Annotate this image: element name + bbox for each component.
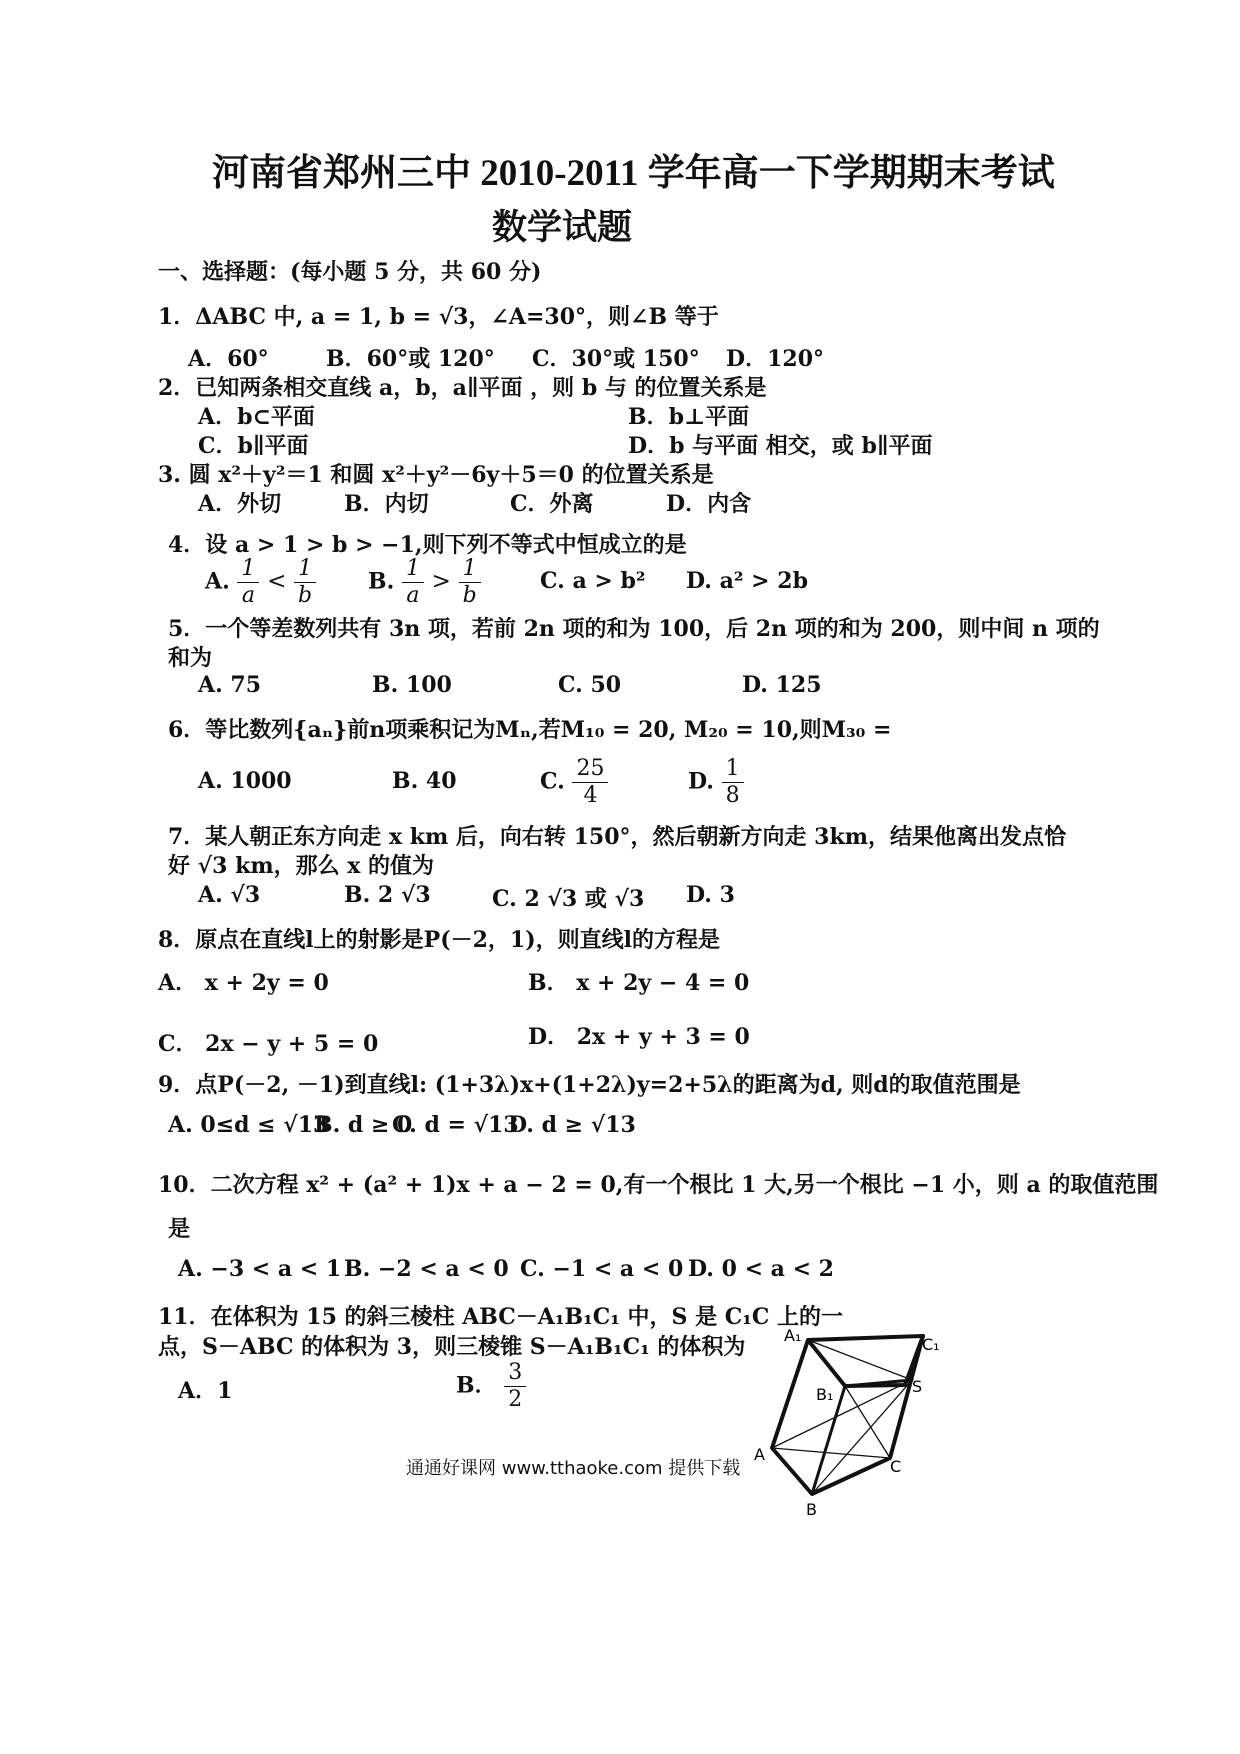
q1-option-c: C．30°或 150° [532,346,700,372]
page-footer: 通通好课网 www.tthaoke.com 提供下载 [406,1458,741,1479]
question-10-continued: 是 [168,1216,191,1242]
q4-option-c: C. a > b² [540,568,646,594]
question-5-continued: 和为 [168,645,213,671]
frac-den: a [406,583,420,608]
q9-option-a: A. 0≤d ≤ √13 [168,1112,329,1138]
frac-den: a [241,583,255,608]
q4-option-b-label: B. [368,568,395,595]
fraction-1-over-b [459,556,481,609]
q5-option-b: B. 100 [372,672,452,698]
q10-option-d: D. 0 < a < 2 [688,1256,834,1282]
q1-option-d: D．120° [726,346,825,372]
question-11-continued: 点，S－ABC 的体积为 3，则三棱锥 S－A₁B₁C₁ 的体积为 [158,1334,746,1360]
fraction-25-over-4 [572,756,608,809]
q4-option-b [368,556,481,609]
fraction-1-over-a [237,556,259,609]
q7-option-c: C. 2 √3 或 √3 [492,886,645,912]
vertex-c1-label: C₁ [922,1335,940,1354]
q6-option-d [688,756,744,809]
q10-option-c: C. −1 < a < 0 [520,1256,684,1282]
vertex-a1-label: A₁ [784,1326,802,1345]
q6-option-d-label: D. [688,768,714,795]
question-9: 9．点P(－2, －1)到直线l: (1+3λ)x+(1+2λ)y=2+5λ的距离为d, 则d的取值范围是 [158,1072,1021,1098]
frac-num: 1 [237,556,259,583]
q3-option-c: C．外离 [510,491,594,517]
fraction-1-over-a [402,556,424,609]
q4-option-a-label: A. [205,568,230,595]
q7-option-b: B. 2 √3 [344,882,431,908]
q2-option-a: A．b⊂平面 [198,404,315,430]
q8-option-a: A． x + 2y = 0 [158,970,329,996]
q5-option-d: D. 125 [742,672,822,698]
q7-option-a: A. √3 [198,882,261,908]
q8-option-b: B． x + 2y − 4 = 0 [528,970,750,996]
q1-option-b: B．60°或 120° [326,346,495,372]
frac-num: 1 [722,756,744,783]
q6-option-a: A. 1000 [198,768,292,794]
question-7-continued: 好 √3 km，那么 x 的值为 [168,853,435,879]
q4-option-d: D. a² > 2b [686,568,808,594]
q8-option-d: D． 2x + y + 3 = 0 [528,1024,750,1050]
q5-option-a: A. 75 [198,672,262,698]
frac-den: b [298,583,313,608]
question-3: 3. 圆 x²＋y²＝1 和圆 x²＋y²－6y＋5＝0 的位置关系是 [158,462,714,488]
vertex-b-label: B [806,1500,817,1519]
q2-option-d: D．b 与平面 相交，或 b∥平面 [628,433,933,459]
greater-than-sign: > [431,568,451,595]
frac-num: 25 [572,756,608,783]
q1-option-a: A．60° [188,346,269,372]
page-title: 河南省郑州三中 2010-2011 学年高一下学期期末考试 [212,153,1055,194]
vertex-c-label: C [890,1457,902,1476]
vertex-s-label: S [912,1377,923,1396]
question-2: 2．已知两条相交直线 a，b，a∥平面 ，则 b 与 的位置关系是 [158,375,767,401]
question-8: 8．原点在直线l上的射影是P(－2，1)，则直线l的方程是 [158,927,721,953]
section-heading: 一、选择题：(每小题 5 分，共 60 分) [158,259,542,285]
fraction-3-over-2 [504,1360,526,1413]
q3-option-d: D．内含 [666,491,752,517]
q3-option-a: A．外切 [198,491,282,517]
fraction-1-over-8 [722,756,744,809]
question-11: 11．在体积为 15 的斜三棱柱 ABC－A₁B₁C₁ 中，S 是 C₁C 上的一 [158,1304,844,1330]
prism-figure [740,1310,970,1550]
less-than-sign: < [267,568,287,595]
frac-den: 8 [725,783,740,808]
q3-option-b: B．内切 [344,491,429,517]
q6-option-b: B. 40 [392,768,457,794]
q8-option-c: C． 2x − y + 5 = 0 [158,1031,379,1057]
q10-option-b: B. −2 < a < 0 [344,1256,509,1282]
frac-den: 4 [583,783,598,808]
question-10: 10．二次方程 x² + (a² + 1)x + a − 2 = 0,有一个根比 1 大,另一个根比 −1 小，则 a 的取值范围 [158,1172,1159,1198]
frac-num: 1 [294,556,316,583]
page-subtitle: 数学试题 [492,208,633,247]
q6-option-c [540,756,608,809]
q6-option-c-label: C. [540,768,565,795]
frac-den: b [462,583,477,608]
q9-option-c: C. d = √13 [392,1112,519,1138]
q11-option-a: A．1 [178,1378,233,1404]
q9-option-d: D. d ≥ √13 [508,1112,636,1138]
q4-option-a [205,556,316,609]
question-5: 5．一个等差数列共有 3n 项，若前 2n 项的和为 100，后 2n 项的和为 200，则中间 n 项的 [168,616,1100,642]
q2-option-b: B．b⊥平面 [628,404,750,430]
q9-option-b: B. d ≥ 0 [314,1112,413,1138]
q11-option-b [456,1360,526,1413]
question-4: 4．设 a > 1 > b > −1,则下列不等式中恒成立的是 [168,532,687,558]
vertex-b1-label: B₁ [816,1385,834,1404]
q5-option-c: C. 50 [558,672,622,698]
question-6: 6．等比数列{aₙ}前n项乘积记为Mₙ,若M₁₀ = 20, M₂₀ = 10,则M₃₀ = [168,717,892,743]
q7-option-d: D. 3 [686,882,735,908]
frac-num: 3 [504,1360,526,1387]
vertex-a-label: A [754,1445,765,1464]
fraction-1-over-b [294,556,316,609]
frac-num: 1 [402,556,424,583]
question-7: 7．某人朝正东方向走 x km 后，向右转 150°，然后朝新方向走 3km，结果他离出发点恰 [168,824,1066,850]
q10-option-a: A. −3 < a < 1 [178,1256,342,1282]
question-1: 1．ΔABC 中, a = 1, b = √3，∠A=30°，则∠B 等于 [158,304,719,330]
q2-option-c: C．b∥平面 [198,433,309,459]
frac-den: 2 [508,1387,523,1412]
frac-num: 1 [459,556,481,583]
q11-option-b-label: B． [456,1372,497,1399]
